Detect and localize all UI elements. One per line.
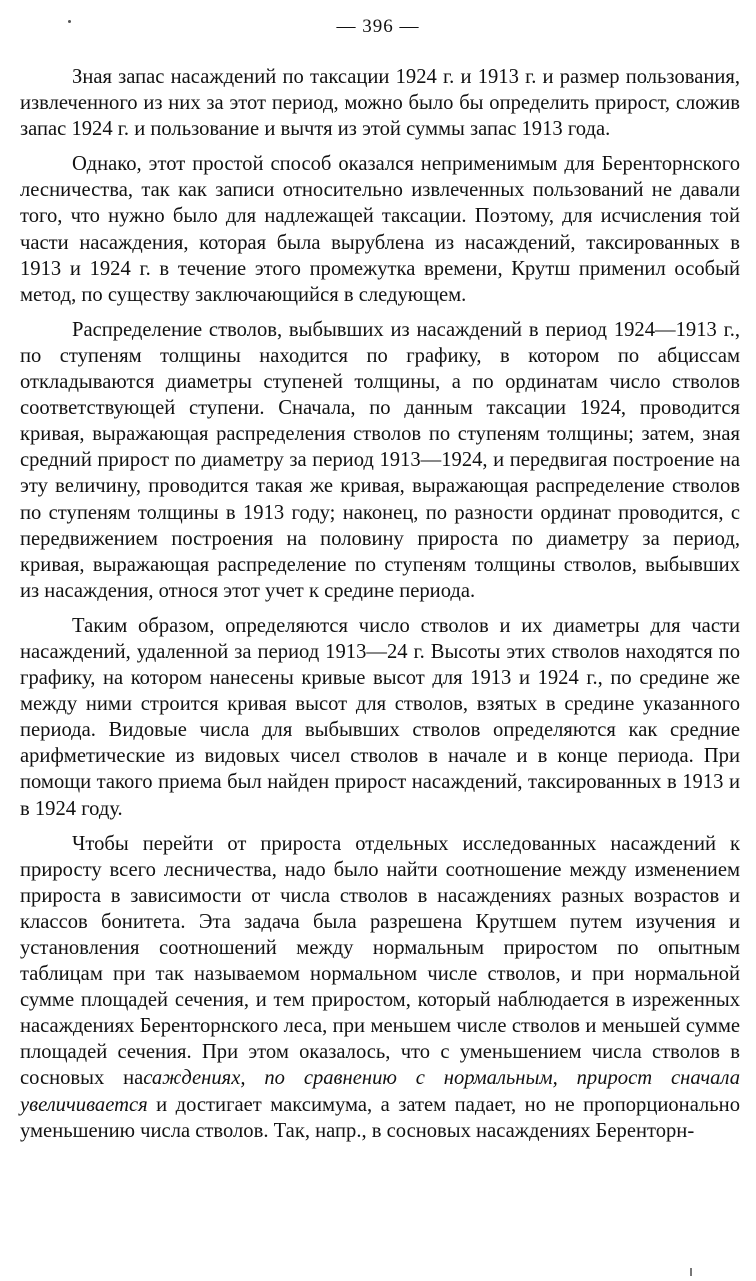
paragraph-5 [20, 831, 740, 1144]
paragraph-5-end: и достигает максимума, а затем падает, но не пропорционально уменьшению числа стволов. Так, напр., в сосновых насаждениях Беренторн- [20, 1093, 740, 1142]
paragraph-4: Таким образом, определяются число стволов и их диаметры для части насаждений, удаленной за период 1913—24 г. Высоты этих стволов находятся по графику, на котором нанесены кривые высот для 1913 и 1924 г., по средине же между ними строится кривая высот для стволов, взятых в средине указанного периода. Видовые числа для выбывших стволов определяются как средние арифметические из видовых чисел стволов в начале и в конце периода. При помощи такого приема был найден прирост насаждений, таксированных в 1913 и в 1924 году. [20, 614, 740, 820]
page-number: — 396 — [336, 16, 420, 37]
speck-mark-bottom [690, 1268, 692, 1276]
paragraph-5-start: Чтобы перейти от прироста отдельных исследованных насаждений к приросту всего лесничества, надо было найти соотношение между изменением прироста в зависимости от числа стволов в насаждениях разных возрастов и классов бонитета. Эта задача была разрешена Крутшем путем изучения и установления соотношений между нормальным приростом по опытным таблицам при так называемом нормальном числе стволов, и при нормальной сумме площадей сечения, и тем приростом, который наблюдается в изреженных насаждениях Беренторнского леса, при меньшем числе стволов и меньшей сумме площадей сечения. При этом оказалось, что с уменьшением числа стволов в сосновых на [20, 832, 740, 1090]
body-text [20, 64, 740, 1144]
paragraph-1: Зная запас насаждений по таксации 1924 г. и 1913 г. и размер пользования, извлеченного из них за этот период, можно было бы определить прирост, сложив запас 1924 г. и пользование и вычтя из этой суммы запас 1913 года. [20, 66, 740, 141]
paragraph-5-italic: саждениях, по сравнению с нормальным, прирост сначала увеличивается [20, 1067, 740, 1116]
paragraph-2: Однако, этот простой способ оказался неприменимым для Беренторнского лесничества, так как записи относительно извлеченных пользований не давали того, что нужно было для надлежащей таксации. Поэтому, для исчисления той части насаждения, которая была вырублена из насаждений, таксированных в 1913 и 1924 г. в течение этого промежутка времени, Крутш применил особый метод, по существу заключающийся в следующем. [20, 153, 740, 306]
paragraph-3: Распределение стволов, выбывших из насаждений в период 1924—1913 г., по ступеням толщины находится по графику, в котором по абциссам откладываются диаметры ступеней толщины, а по ординатам число стволов соответствующей ступени. Сначала, по данным таксации 1924, проводится кривая, выражающая распределения стволов по ступеням толщины; затем, зная средний прирост по диаметру за период 1913—1924, и передвигая построение на эту величину, проводится такая же кривая, выражающая распределение стволов по ступеням толщины в 1913 году; наконец, по разности ординат проводится, с передвижением построения на половину прироста по диаметру за период, кривая, выражающая распределение по ступеням толщины стволов, выбывших из насаждения, относя этот учет к средине периода. [20, 318, 740, 602]
